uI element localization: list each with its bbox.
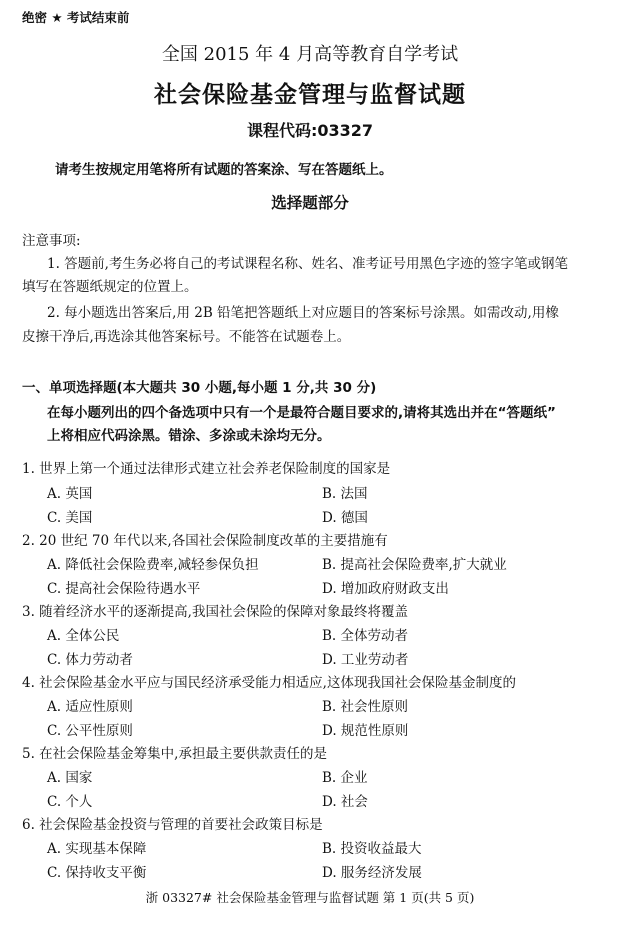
option-b: B. 企业 [322,770,368,786]
option-d: D. 增加政府财政支出 [322,581,449,597]
section-desc: 在每小题列出的四个备选项中只有一个是最符合题目要求的,请将其选出并在“答题纸” [47,405,556,421]
option-c: C. 公平性原则 [47,723,133,739]
option-b: B. 全体劳动者 [322,628,409,644]
option-d: D. 德国 [322,510,368,526]
exam-session: 全国 2015 年 4 月高等教育自学考试 [161,44,459,65]
option-a: A. 降低社会保险费率,减轻参保负担 [47,557,259,573]
section-desc: 上将相应代码涂黑。错涂、多涂或未涂均无分。 [47,428,331,444]
question-stem: 3. 随着经济水平的逐渐提高,我国社会保险的保障对象最终将覆盖 [22,604,408,620]
option-c: C. 美国 [47,510,93,526]
question-stem: 5. 在社会保险基金筹集中,承担最主要供款责任的是 [22,746,327,762]
note-line: 皮擦干净后,再选涂其他答案标号。不能答在试题卷上。 [22,329,351,345]
option-c: C. 体力劳动者 [47,652,133,668]
option-c: C. 提高社会保险待遇水平 [47,581,201,597]
option-b: B. 提高社会保险费率,扩大就业 [322,557,507,573]
part-title: 选择题部分 [271,194,349,212]
instruction: 请考生按规定用笔将所有试题的答案涂、写在答题纸上。 [55,162,393,178]
option-d: D. 服务经济发展 [322,865,422,881]
note-line: 2. 每小题选出答案后,用 2B 铅笔把答题纸上对应题目的答案标号涂黑。如需改动,用橡 [47,305,559,321]
option-c: C. 保持收支平衡 [47,865,147,881]
option-d: D. 规范性原则 [322,723,409,739]
page-title: 社会保险基金管理与监督试题 [154,82,466,108]
note-line: 1. 答题前,考生务必将自己的考试课程名称、姓名、准考证号用黑色字迹的签字笔或钢笔 [47,256,568,272]
option-a: A. 适应性原则 [47,699,133,715]
notes-title: 注意事项: [22,233,81,249]
option-a: A. 实现基本保障 [47,841,147,857]
option-d: D. 工业劳动者 [322,652,409,668]
question-stem: 1. 世界上第一个通过法律形式建立社会养老保险制度的国家是 [22,461,391,477]
question-stem: 2. 20 世纪 70 年代以来,各国社会保险制度改革的主要措施有 [22,533,388,549]
option-b: B. 法国 [322,486,368,502]
note-line: 填写在答题纸规定的位置上。 [22,279,198,295]
option-b: B. 社会性原则 [322,699,409,715]
option-c: C. 个人 [47,794,93,810]
option-b: B. 投资收益最大 [322,841,422,857]
option-d: D. 社会 [322,794,368,810]
option-a: A. 英国 [47,486,93,502]
option-a: A. 国家 [47,770,93,786]
confidential-mark: 绝密 ★ 考试结束前 [22,10,130,25]
option-a: A. 全体公民 [47,628,120,644]
question-stem: 4. 社会保险基金水平应与国民经济承受能力相适应,这体现我国社会保险基金制度的 [22,675,516,691]
question-stem: 6. 社会保险基金投资与管理的首要社会政策目标是 [22,817,323,833]
course-code: 课程代码:03327 [246,121,374,140]
page-footer: 浙 03327# 社会保险基金管理与监督试题 第 1 页(共 5 页) [145,890,475,905]
section-title: 一、单项选择题(本大题共 30 小题,每小题 1 分,共 30 分) [22,380,377,396]
